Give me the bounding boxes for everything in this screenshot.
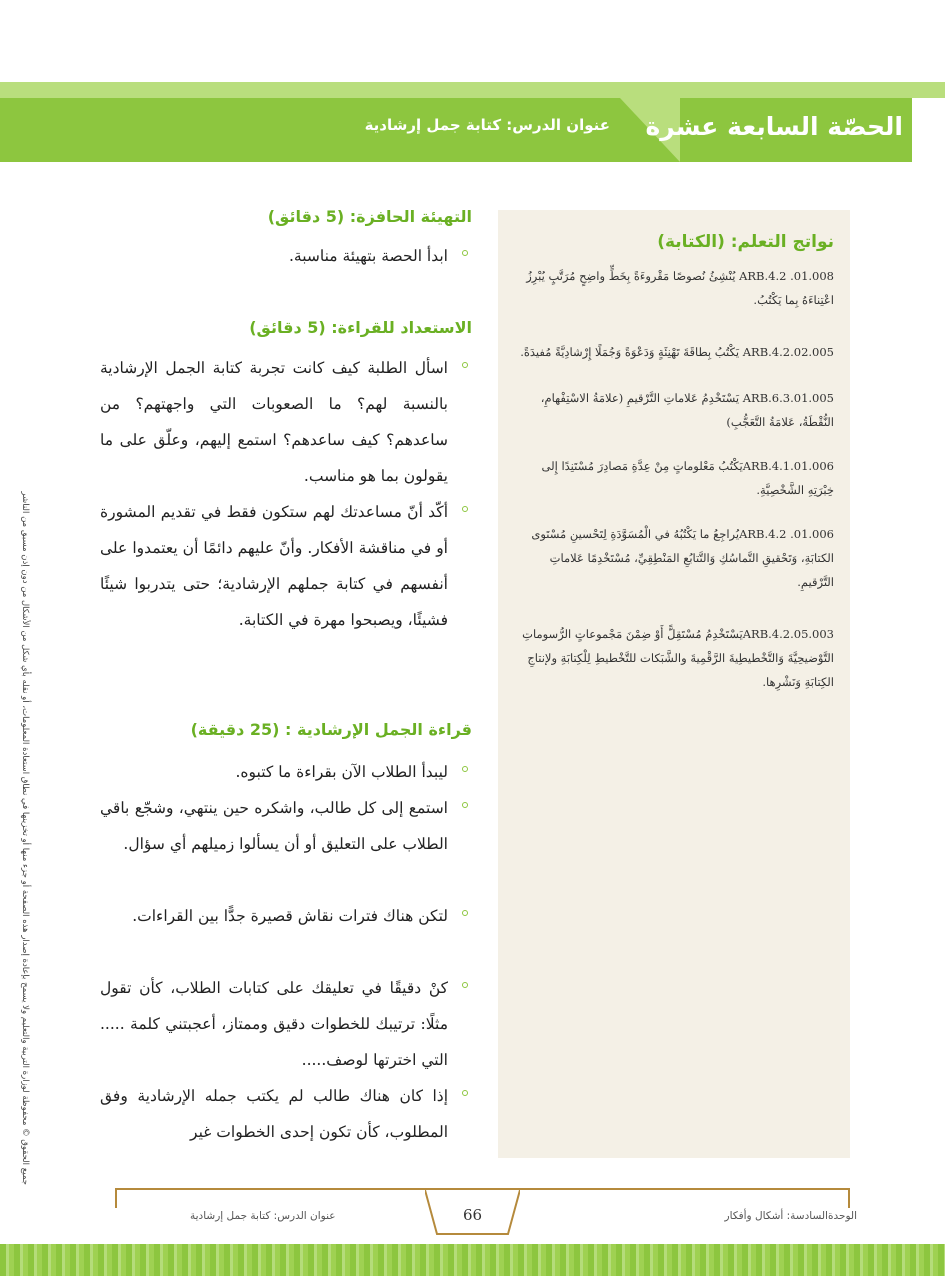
- bullet-icon: [462, 1090, 468, 1096]
- bullet-icon: [462, 766, 468, 772]
- footer-rule-left: [115, 1188, 117, 1208]
- copyright-note: جميع الحقوق © محفوظة لوزارة التربية والتعليم ولا يسمح بإعادة إصدار هذه الصفحة أو جزء منها أو تخزينها في نطاق استعادة المعلومات، أو نقله بأي شكل من الأشكال من دون إذن مسبق من الناشر: [20, 491, 30, 1185]
- list-item: [100, 970, 472, 1078]
- list-item-text: ليبدأ الطلاب الآن بقراءة ما كتبوه.: [235, 763, 448, 781]
- section-heading-warmup: التهيئة الحافزة: (5 دقائق): [267, 207, 472, 226]
- lesson-number-title: الحصّة السابعة عشرة: [645, 112, 903, 141]
- list-item-text: ابدأ الحصة بتهيئة مناسبة.: [288, 247, 448, 265]
- bullet-icon: [462, 982, 468, 988]
- bullet-icon: [462, 802, 468, 808]
- list-item: [100, 350, 472, 494]
- footer-unit: الوحدةالسادسة: أشكال وأفكار: [724, 1210, 857, 1222]
- list-item-text: إذا كان هناك طالب لم يكتب جمله الإرشادية وفق المطلوب، كأن تكون إحدى الخطوات غير: [100, 1087, 448, 1141]
- list-item-text: كنْ دقيقًا في تعليقك على كتابات الطلاب، كأن تقول مثلًا: ترتيبك للخطوات دقيق وممتاز، أعجبتني كلمة ..... التي اخترتها لوصف.....: [100, 979, 448, 1069]
- list-item-text: اسأل الطلبة كيف كانت تجربة كتابة الجمل الإرشادية بالنسبة لهم؟ ما الصعوبات التي واجهتهم؟ من ساعدهم؟ كيف ساعدهم؟ استمع إليهم، وعلّق على ما يقولون بما هو مناسب.: [100, 359, 448, 485]
- bullet-icon: [462, 910, 468, 916]
- list-item-text: أكّد أنّ مساعدتك لهم ستكون فقط في تقديم المشورة أو في مناقشة الأفكار. وأنّ عليهم دائمًا أن يعتمدوا على أنفسهم في كتابة جملهم الإرشادية؛ حتى يتدربوا شيئًا فشيئًا، ويصبحوا مهرة في الكتابة.: [100, 503, 448, 629]
- lesson-title: عنوان الدرس: كتابة جمل إرشادية: [364, 116, 610, 134]
- outcome-item: ARB.4.2.02.005 يَكْتُبُ بِطاقَةَ تَهْنِئَةٍ وَدَعْوَةً وَجُمَلًا إِرْشادِيَّةً مُفيدَةً.: [520, 345, 834, 359]
- outcome-item: ARB.4.2 .01.006يُراجِعُ ما يَكْتُبُهُ في الْمُسَوَّدَةِ لِتَحْسينِ مُسْتَوى الكتابَةِ، وَتَحْقيقِ التَّماسُكِ وَالتَّتابُعِ المَنْطِقِيِّ، مُسْتَخْدِمًا عَلاماتِ التَّرْقيمِ.: [531, 527, 834, 589]
- header-tail: [912, 82, 945, 98]
- list-item: [100, 494, 472, 638]
- list-item: [100, 790, 472, 862]
- outcome-item: ARB.4.2 .01.008 يُنْشِئُ نُصوصًا مَقْروءَةً بِخَطٍّ واضِحٍ مُرَتَّبٍ يُبْرِزُ اعْتِناءَهُ بِما يَكْتُبُ.: [526, 269, 834, 307]
- header-light-strip: [0, 82, 912, 98]
- section-heading-reading-sentences: قراءة الجمل الإرشادية : (25 دقيقة): [190, 720, 472, 739]
- bullet-icon: [462, 362, 468, 368]
- bullet-icon: [462, 250, 468, 256]
- list-item-text: استمع إلى كل طالب، واشكره حين ينتهي، وشجّع باقي الطلاب على التعليق أو أن يسألوا زميلهم أي سؤال.: [100, 799, 448, 853]
- list-item: [100, 238, 472, 274]
- outcomes-title: نواتج التعلم: (الكتابة): [657, 232, 834, 252]
- footer-lesson: عنوان الدرس: كتابة جمل إرشادية: [190, 1210, 336, 1222]
- section-heading-reading-prep: الاستعداد للقراءة: (5 دقائق): [249, 318, 472, 337]
- list-item: [100, 1078, 472, 1150]
- list-item: [100, 754, 472, 790]
- outcome-item: ARB.4.2.05.003يَسْتَخْدِمُ مُسْتَقِلًّ أَوْ ضِمْنَ مَجْموعاتٍ الرُّسوماتِ التَّوْضيحِيَّةَ وَالتَّخْطيطِيةَ الرَّقْمِيةَ والشَّبَكات للتَّخْطيطِ لِلْكِتابَةِ ولإنتاجِ الكِتابَةِ وَنَشْرِها.: [522, 627, 834, 689]
- bottom-decorative-band: [0, 1244, 945, 1276]
- list-item: [100, 898, 472, 934]
- bullet-icon: [462, 506, 468, 512]
- outcome-item: ARB.4.1.01.006يَكْتُبُ مَعْلوماتٍ مِنْ عِدَّةِ مَصادِرَ مُسْتَنِدًا إِلى خِبْرَتِهِ الشَّخْصِيَّةِ.: [541, 459, 834, 497]
- footer-rule-right: [848, 1188, 850, 1208]
- list-item-text: لتكن هناك فترات نقاش قصيرة جدًّا بين القراءات.: [132, 907, 448, 925]
- page-number: 66: [462, 1206, 483, 1224]
- outcome-item: ARB.6.3.01.005 يَسْتَخْدِمُ عَلاماتِ التَّرْقيمِ (علامَةُ الاسْتِفْهامِ، النُّقْطَةُ، عَلامَةُ التَّعَجُّبِ): [540, 391, 834, 429]
- learning-outcomes-box: [498, 210, 850, 1158]
